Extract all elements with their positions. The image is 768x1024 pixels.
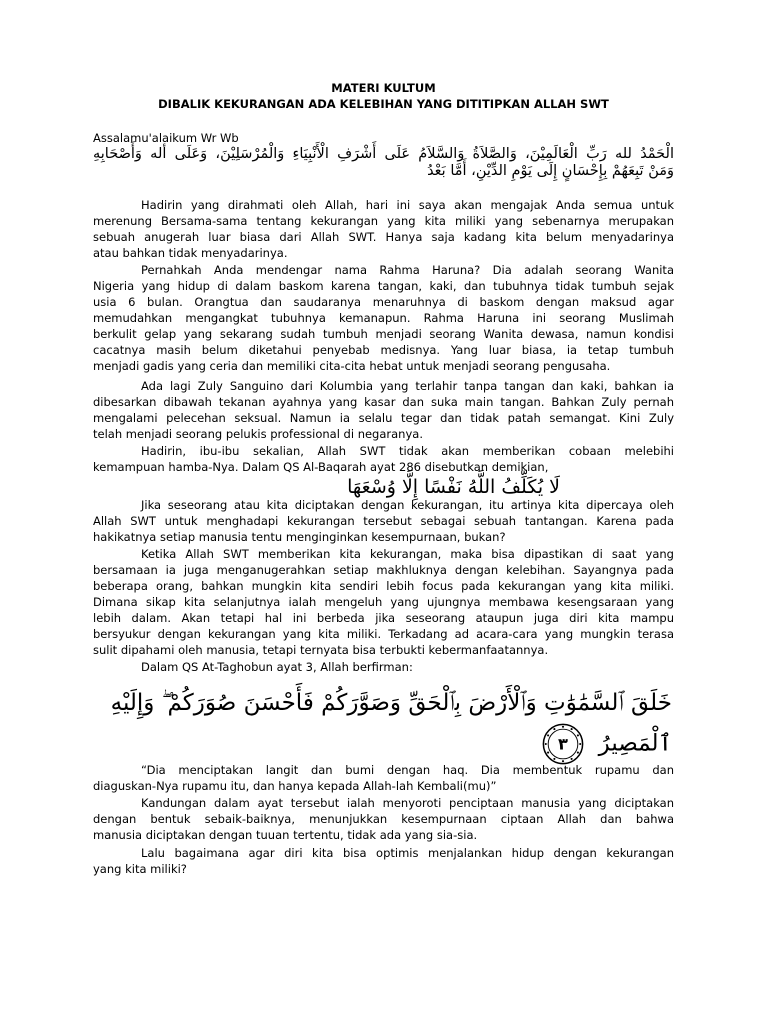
paragraph-line: Pernahkah Anda mendengar nama Rahma Haruna? Dia adalah seorang Wanita xyxy=(141,263,674,277)
paragraph-line: usia 6 bulan. Orangtua dan saudaranya menaruhnya di baskom dengan maksud agar xyxy=(93,295,674,309)
paragraph-line: diaguskan-Nya rupamu itu, dan hanya kepada Allah-lah Kembali(mu)” xyxy=(93,779,497,793)
quran-verse-at-taghobun-3 xyxy=(93,684,672,760)
ayah-number: ٣ xyxy=(558,734,569,754)
body-paragraph xyxy=(93,497,674,545)
paragraph-line: memudahkan mengangkat tubuhnya kemanapun. Rahma Haruna ini seorang Muslimah xyxy=(93,311,674,325)
paragraph-line: Hadirin, ibu-ibu sekalian, Allah SWT tidak akan memberikan cobaan melebihi xyxy=(141,444,674,458)
paragraph-line: Dalam QS At-Taghobun ayat 3, Allah berfirman: xyxy=(141,660,413,674)
paragraph-line: atau bahkan tidak menyadarinya. xyxy=(93,246,288,260)
quran-verse-al-baqarah-286: لَا يُكَلِّفُ اللَّهُ نَفْسًا إِلَّا وُسْعَهَا xyxy=(347,476,560,498)
paragraph-line: sebuah anugerah luar biasa dari Allah SWT. Hanya saja kadang kita belum menyadarinya xyxy=(93,230,674,244)
document-subtitle: DIBALIK KEKURANGAN ADA KELEBIHAN YANG DITITIPKAN ALLAH SWT xyxy=(158,97,609,111)
paragraph-line: “Dia menciptakan langit dan bumi dengan haq. Dia membentuk rupamu dan xyxy=(141,763,674,777)
paragraph-line: Nigeria yang hidup di dalam baskom karena tangan, kaki, dan tubuhnya tidak tumbuh sejak xyxy=(93,279,674,293)
arabic-verse-line: خَلَقَ ٱلسَّمَٰوَٰتِ وَٱلْأَرْضَ بِٱلْحَقِّ وَصَوَّرَكُمْ فَأَحْسَنَ صُوَرَكُمْ ۖ وَإِلَيْهِ xyxy=(110,690,672,716)
paragraph-line: Hadirin yang dirahmati oleh Allah, hari ini saya akan mengajak Anda semua untuk xyxy=(141,198,674,212)
body-paragraph xyxy=(93,762,674,794)
paragraph-line: merenung Bersama-sama tentang kekurangan yang kita miliki yang sebenarnya merupakan xyxy=(93,214,674,228)
paragraph-line: menjadi gadis yang ceria dan memiliki cita-cita hebat untuk menjadi seorang pengusaha. xyxy=(93,359,611,373)
body-paragraph xyxy=(93,845,674,877)
paragraph-line: bersyukur dengan kekurangan yang kita miliki. Terkadang ad acara-cara yang mungkin terasa xyxy=(93,627,674,641)
paragraph-line: Ketika Allah SWT memberikan kita kekurangan, maka bisa dipastikan di saat yang xyxy=(141,547,674,561)
arabic-line: وَمَنْ تَبِعَهُمْ بِإِحْسَانٍ إِلَى يَوْمِ الدِّيْنِ، أَمَّا بَعْدُ xyxy=(427,163,674,179)
body-paragraph xyxy=(93,197,674,261)
arabic-verse-line-end xyxy=(93,722,672,760)
body-paragraph xyxy=(93,378,674,442)
arabic-line: الْحَمْدُ لله رَبِّ الْعَالَمِيْنَ، وَالصَّلاَةُ وَالسَّلاَمُ عَلَى أَشْرَفِ الْأَنْبِيَاءِ وَالْمُرْسَلِيْنَ، وَعَلَى أله وَأَصْحَابِهِ xyxy=(93,146,674,162)
paragraph-line: manusia diciptakan dengan tuuan tertentu, tidak ada yang sia-sia. xyxy=(93,828,478,842)
paragraph-line: Allah SWT untuk menghadapi kekurangan tersebut sebagai sebuah tantangan. Karena pada xyxy=(93,514,674,528)
paragraph-line: dengan bentuk sebaik-baiknya, menunjukkan kesempurnaan ciptaan Allah dan bahwa xyxy=(93,812,674,826)
paragraph-line: kemampuan hamba-Nya. Dalam QS Al-Baqarah ayat 286 disebutkan demikian, xyxy=(93,460,549,474)
paragraph-line: dibesarkan dibawah tekanan ayahnya yang kasar dan suka main tangan. Bahkan Zuly pernah xyxy=(93,395,674,409)
body-paragraph xyxy=(93,659,674,675)
paragraph-line: Dimana sikap kita selanjutnya ialah mengeluh yang ujungnya membawa kesengsaraan yang xyxy=(93,595,674,609)
paragraph-line: cacatnya masih belum diketahui penyebab medisnya. Yang luar biasa, ia tetap tumbuh xyxy=(93,343,674,357)
paragraph-line: sulit dipahami oleh manusia, tetapi ternyata bisa terbukti kebermanfaatannya. xyxy=(93,643,549,657)
paragraph-line: Kandungan dalam ayat tersebut ialah menyoroti penciptaan manusia yang diciptakan xyxy=(141,796,674,810)
body-paragraph xyxy=(93,262,674,374)
paragraph-line: hakikatnya setiap manusia tentu menginginkan kesempurnaan, bukan? xyxy=(93,530,506,544)
paragraph-line: beberapa orang, bahkan mungkin kita sendiri lebih focus pada kekurangan yang kita miliki. xyxy=(93,579,674,593)
paragraph-line: Ada lagi Zuly Sanguino dari Kolumbia yang terlahir tanpa tangan dan kaki, bahkan ia xyxy=(141,379,674,393)
paragraph-line: telah menjadi seorang pelukis professional di negaranya. xyxy=(93,427,423,441)
paragraph-line: mengalami pelecehan seksual. Namun ia selalu tegar dan tidak patah semangat. Kini Zuly xyxy=(93,411,674,425)
paragraph-line: Lalu bagaimana agar diri kita bisa optimis menjalankan hidup dengan kekurangan xyxy=(141,846,674,860)
paragraph-line: berkulit gelap yang sekarang sudah tumbuh menjadi seorang Wanita dewasa, namun kondisi xyxy=(93,327,674,341)
document-title: MATERI KULTUM xyxy=(331,81,436,95)
paragraph-line: bersamaan ia juga menganugerahkan setiap makhluknya dengan kelebihan. Sayangnya pada xyxy=(93,563,674,577)
ayah-number-marker xyxy=(541,722,585,766)
arabic-verse-word: ٱلْمَصِيرُ xyxy=(598,730,672,757)
body-paragraph xyxy=(93,795,674,843)
body-paragraph xyxy=(93,443,674,475)
greeting: Assalamu'alaikum Wr Wb xyxy=(93,131,239,145)
paragraph-line: yang kita miliki? xyxy=(93,862,187,876)
paragraph-line: Jika seseorang atau kita diciptakan dengan kekurangan, itu artinya kita dipercaya oleh xyxy=(141,498,674,512)
paragraph-line: lebih dalam. Akan tetapi hal ini berbeda jika seseorang ataupun juga diri kita mampu xyxy=(93,611,674,625)
body-paragraph xyxy=(93,546,674,658)
opening-arabic xyxy=(93,146,674,180)
